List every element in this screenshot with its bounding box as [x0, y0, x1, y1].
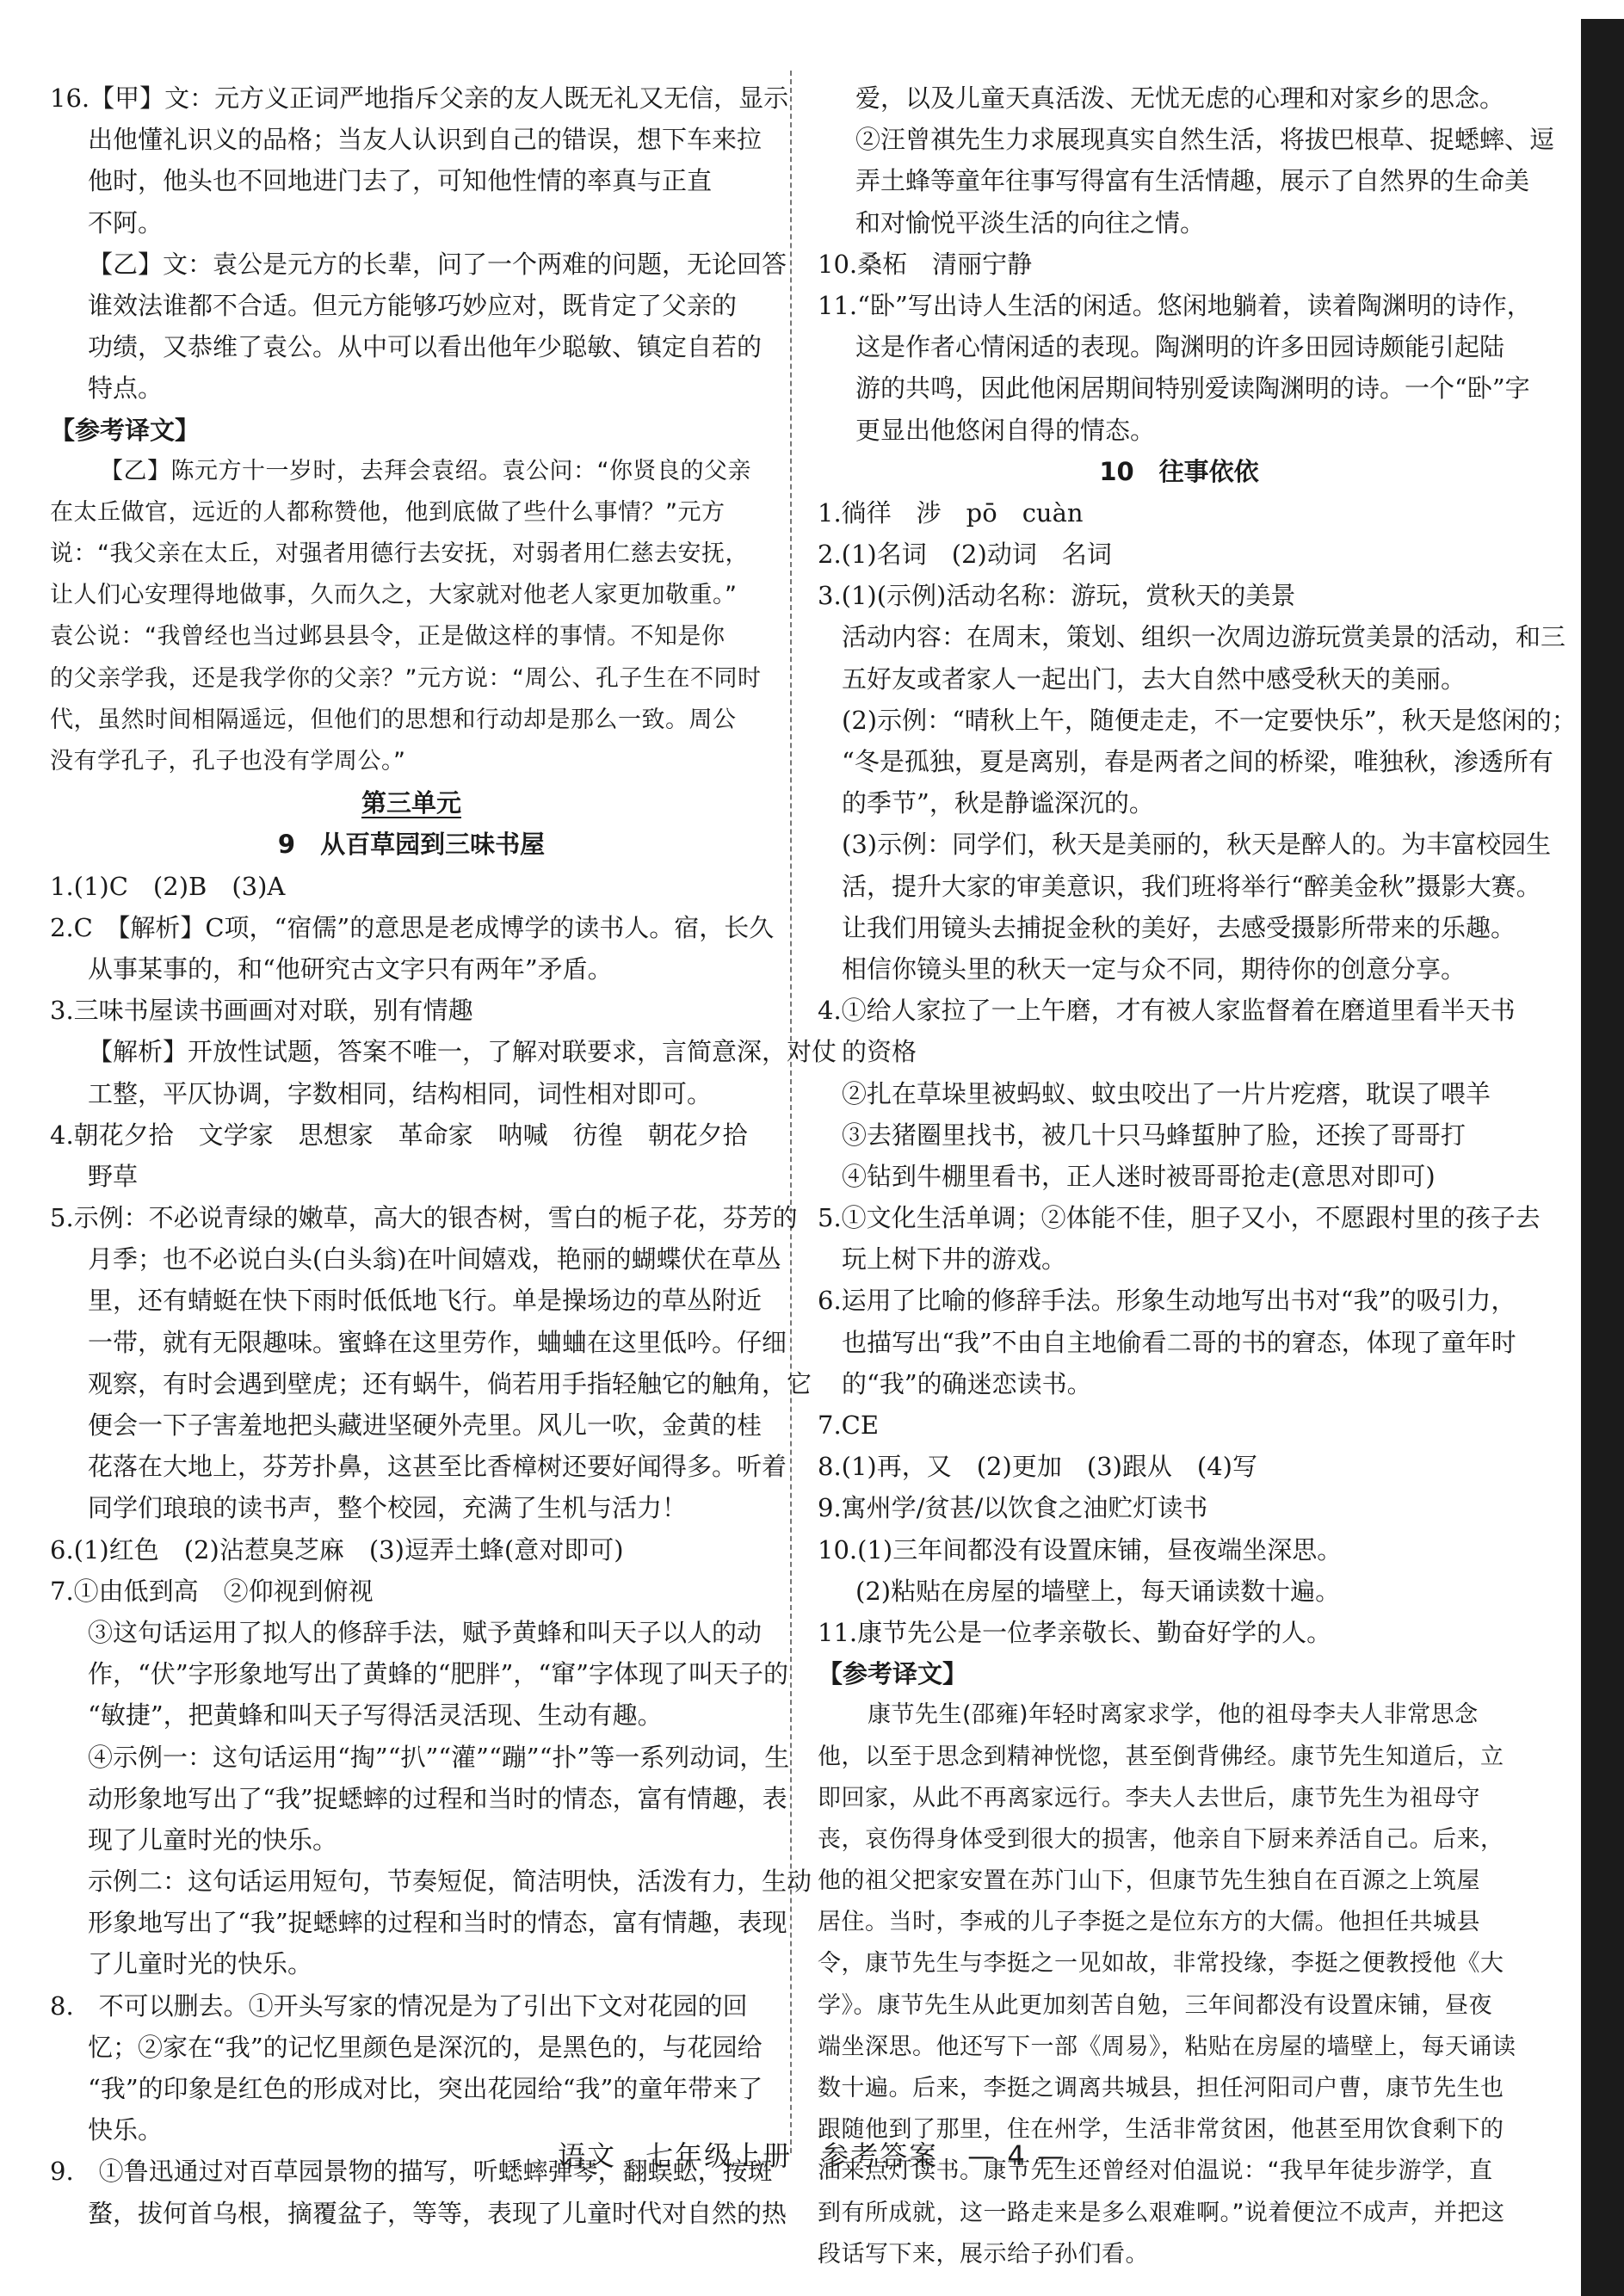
section-caption: 【参考译文】	[818, 1659, 968, 1689]
answer-line: (2)粘贴在房屋的墙壁上，每天诵读数十遍。	[855, 1576, 1341, 1606]
translation-line: 段话写下来，展示给子孙们看。	[818, 2240, 1149, 2268]
answer-line: 9.寓州学/贫甚/以饮食之油贮灯读书	[818, 1493, 1208, 1523]
answer-line: 4.朝花夕拾 文学家 思想家 革命家 呐喊 彷徨 朝花夕拾	[50, 1120, 748, 1150]
answer-line: 观察，有时会遇到壁虎；还有蜗牛，倘若用手指轻触它的触角，它	[88, 1368, 812, 1398]
answer-line: 作，“伏”字形象地写出了黄蜂的“肥胖”，“窜”字体现了叫天子的	[88, 1659, 788, 1689]
answer-line: 10.桑柘 清丽宁静	[818, 249, 1033, 279]
answer-line: 不阿。	[88, 207, 164, 238]
answer-line: 6.(1)红色 (2)沾惹臭芝麻 (3)逗弄土蜂(意对即可)	[50, 1534, 624, 1565]
answer-line: 同学们琅琅的读书声，整个校园，充满了生机与活力！	[88, 1493, 688, 1523]
answer-line: 活动内容：在周末，策划、组织一次周边游玩赏美景的活动，和三	[842, 622, 1566, 652]
answer-line: 玩上树下井的游戏。	[842, 1244, 1067, 1275]
translation-line: 的父亲学我，还是我学你的父亲？”元方说：“周公、孔子生在不同时	[50, 664, 762, 692]
right-column	[818, 77, 1577, 2275]
answer-line: 5.①文化生活单调；②体能不佳，胆子又小，不愿跟村里的孩子去	[818, 1203, 1541, 1233]
lesson-title: 10 往事依依	[1099, 456, 1259, 486]
answer-line: 也描写出“我”不由自主地偷看二哥的书的窘态，体现了童年时	[842, 1327, 1516, 1357]
answer-line: 五好友或者家人一起出门，去大自然中感受秋天的美丽。	[842, 663, 1467, 694]
answer-line: 8. 不可以删去。①开头写家的情况是为了引出下文对花园的回	[50, 1990, 748, 2021]
answer-line: 快乐。	[88, 2115, 164, 2145]
answer-line: 1.徜徉 涉 pō cuàn	[818, 497, 1084, 528]
answer-line: 9. ①鲁迅通过对百草园景物的描写，听蟋蟀弹琴，翻蜈蚣，按斑	[50, 2157, 773, 2187]
answer-line: ②汪曾祺先生力求展现真实自然生活，将拔巴根草、捉蟋蟀、逗	[855, 125, 1555, 155]
answer-line: (3)示例：同学们，秋天是美丽的，秋天是醉人的。为丰富校园生	[842, 830, 1552, 860]
answer-line: 的“我”的确迷恋读书。	[842, 1368, 1092, 1398]
answer-line: 1.(1)C (2)B (3)A	[50, 871, 286, 901]
translation-line: 到有所成就，这一路走来是多么艰难啊。”说着便泣不成声，并把这	[818, 2199, 1505, 2226]
translation-line: 跟随他到了那里，住在州学，生活非常贫困，他甚至用饮食剩下的	[818, 2116, 1504, 2144]
answer-line: 10.(1)三年间都没有设置床铺，昼夜端坐深思。	[818, 1534, 1343, 1565]
answer-line: 月季；也不必说白头(白头翁)在叶间嬉戏，艳丽的蝴蝶伏在草丛	[88, 1244, 781, 1275]
answer-line: 6.运用了比喻的修辞手法。形象生动地写出书对“我”的吸引力，	[818, 1286, 1516, 1316]
translation-line: 代，虽然时间相隔遥远，但他们的思想和行动却是那么一致。周公	[50, 706, 737, 733]
answer-line: 蝥，拔何首乌根，摘覆盆子，等等，表现了儿童时代对自然的热	[88, 2198, 787, 2228]
translation-line: 袁公说：“我曾经也当过邺县县令，正是做这样的事情。不知是你	[50, 623, 726, 651]
answer-line: 现了儿童时光的快乐。	[88, 1824, 338, 1855]
answer-line: 弄土蜂等童年往事写得富有生活情趣，展示了自然界的生命美	[855, 166, 1530, 196]
translation-line: 端坐深思。他还写下一部《周易》，粘贴在房屋的墙壁上，每天诵读	[818, 2033, 1516, 2060]
answer-line: 动形象地写出了“我”捉蟋蟀的过程和当时的情态，富有情趣，表	[88, 1783, 787, 1813]
translation-line: 没有学孔子，孔子也没有学周公。”	[50, 748, 406, 775]
answer-line: 花落在大地上，芬芳扑鼻，这甚至比香樟树还要好闻得多。听着	[88, 1452, 787, 1482]
translation-line: 【乙】陈元方十一岁时，去拜会袁绍。袁公问：“你贤良的父亲	[100, 457, 751, 485]
translation-line: 即回家，从此不再离家远行。李夫人去世后，康节先生为祖母守	[818, 1784, 1480, 1811]
answer-line: 和对愉悦平淡生活的向往之情。	[855, 207, 1206, 238]
answer-line: 5.示例：不必说青绿的嫩草，高大的银杏树，雪白的栀子花，芬芳的	[50, 1203, 798, 1233]
translation-line: 数十遍。后来，李挺之调离共城县，担任河阳司户曹，康节先生也	[818, 2075, 1504, 2102]
translation-line: 令，康节先生与李挺之一见如故，非常投缘，李挺之便教授他《大	[818, 1950, 1504, 1978]
answer-line: 一带，就有无限趣味。蜜蜂在这里劳作，蛐蛐在这里低吟。仔细	[88, 1327, 787, 1357]
answer-line: 更显出他悠闲自得的情态。	[855, 415, 1156, 445]
translation-line: 说：“我父亲在太丘，对强者用德行去安抚，对弱者用仁慈去安抚，	[50, 540, 749, 568]
answer-line: 活，提升大家的审美意识，我们班将举行“醉美金秋”摄影大赛。	[842, 871, 1541, 901]
answer-line: 这是作者心情闲适的表现。陶渊明的许多田园诗颇能引起陆	[855, 332, 1505, 362]
answer-line: 工整，平仄协调，字数相同，结构相同，词性相对即可。	[88, 1078, 713, 1108]
answer-line: 出他懂礼识义的品格；当友人认识到自己的错误，想下车来拉	[88, 125, 763, 155]
answer-line: 2.C 【解析】C项，“宿儒”的意思是老成博学的读书人。宿，长久	[50, 912, 775, 942]
answer-line: 功绩，又恭维了袁公。从中可以看出他年少聪敏、镇定自若的	[88, 332, 763, 362]
answer-line: 谁效法谁都不合适。但元方能够巧妙应对，既肯定了父亲的	[88, 290, 738, 320]
answer-line: (2)示例：“晴秋上午，随便走走，不一定要快乐”，秋天是悠闲的；	[842, 705, 1577, 735]
answer-line: ③去猪圈里找书，被几十只马蜂蜇肿了脸，还挨了哥哥打	[842, 1120, 1467, 1150]
answer-line: 了儿童时光的快乐。	[88, 1949, 313, 1979]
translation-line: 丧，哀伤得身体受到很大的损害，他亲自下厨来养活自己。后来，	[818, 1825, 1504, 1853]
page-footer: 语文 七年级上册 参考答案 — 4 —	[558, 2139, 1066, 2172]
answer-line: 7.CE	[818, 1410, 880, 1440]
answer-line: 16.【甲】文：元方义正词严地指斥父亲的友人既无礼又无信，显示	[50, 83, 789, 113]
answer-line: 4.①给人家拉了一上午磨，才有被人家监督着在磨道里看半天书	[818, 996, 1516, 1026]
answer-line: 相信你镜头里的秋天一定与众不同，期待你的创意分享。	[842, 954, 1467, 984]
translation-line: 油来点灯读书。康节先生还曾经对伯温说：“我早年徒步游学，直	[818, 2157, 1493, 2185]
answer-line: ③这句话运用了拟人的修辞手法，赋予黄蜂和叫天子以人的动	[88, 1617, 763, 1647]
answer-line: 便会一下子害羞地把头藏进坚硬外壳里。风儿一吹，金黄的桂	[88, 1410, 763, 1440]
answer-line: 特点。	[88, 373, 164, 404]
answer-line: 【乙】文：袁公是元方的长辈，问了一个两难的问题，无论回答	[88, 249, 787, 279]
translation-line: 他的祖父把家安置在苏门山下，但康节先生独自在百源之上筑屋	[818, 1867, 1480, 1895]
lesson-title: 9 从百草园到三味书屋	[277, 830, 546, 860]
answer-line: “敏捷”，把黄蜂和叫天子写得活灵活现、生动有趣。	[88, 1700, 663, 1731]
answer-line: 形象地写出了“我”捉蟋蟀的过程和当时的情态，富有情趣，表现	[88, 1908, 787, 1938]
answer-line: 示例二：这句话运用短句，节奏短促，简洁明快，活泼有力，生动	[88, 1867, 812, 1897]
answer-line: 爱，以及儿童天真活泼、无忧无虑的心理和对家乡的思念。	[855, 83, 1505, 113]
page-edge-strip	[1581, 19, 1624, 2296]
column-divider	[790, 71, 792, 2153]
answer-line: “我”的印象是红色的形成对比，突出花园给“我”的童年带来了	[88, 2074, 763, 2103]
unit-title-text: 第三单元	[361, 788, 461, 818]
answer-line: 里，还有蜻蜓在快下雨时低低地飞行。单是操场边的草丛附近	[88, 1286, 763, 1316]
unit-title	[50, 782, 773, 824]
translation-line: 他，以至于思念到精神恍惚，甚至倒背佛经。康节先生知道后，立	[818, 1743, 1504, 1770]
translation-line: 学》。康节先生从此更加刻苦自勉，三年间都没有设置床铺，昼夜	[818, 1991, 1492, 2019]
answer-line: 的资格	[842, 1037, 917, 1067]
answer-line: 【解析】开放性试题，答案不唯一，了解对联要求，言简意深，对仗	[88, 1037, 837, 1067]
section-caption: 【参考译文】	[50, 415, 201, 445]
answer-line: ④钻到牛棚里看书，正人迷时被哥哥抢走(意思对即可)	[842, 1161, 1436, 1191]
answer-line: 8.(1)再，又 (2)更加 (3)跟从 (4)写	[818, 1452, 1257, 1482]
answer-line: 从事某事的，和“他研究古文字只有两年”矛盾。	[88, 954, 613, 984]
answer-line: 3.(1)(示例)活动名称：游玩，赏秋天的美景	[818, 581, 1296, 611]
answer-line: 3.三味书屋读书画画对对联，别有情趣	[50, 996, 473, 1026]
answer-line: 11.“卧”写出诗人生活的闲适。悠闲地躺着，读着陶渊明的诗作，	[818, 290, 1532, 320]
answer-line: 的季节”，秋是静谧深沉的。	[842, 788, 1154, 818]
translation-line: 让人们心安理得地做事，久而久之，大家就对他老人家更加敬重。”	[50, 582, 738, 609]
answer-line: ④示例一：这句话运用“掏”“扒”“灌”“蹦”“扑”等一系列动词，生	[88, 1742, 790, 1772]
answer-line: 7.①由低到高 ②仰视到俯视	[50, 1576, 374, 1606]
answer-line: 11.康节先公是一位孝亲敬长、勤奋好学的人。	[818, 1617, 1332, 1647]
answer-line: 2.(1)名词 (2)动词 名词	[818, 540, 1112, 570]
answer-line: 野草	[88, 1161, 139, 1191]
translation-line: 在太丘做官，远近的人都称赞他，他到底做了些什么事情？”元方	[50, 498, 726, 526]
answer-line: 他时，他头也不回地进门去了，可知他性情的率真与正直	[88, 166, 713, 196]
translation-line: 居住。当时，李戒的儿子李挺之是位东方的大儒。他担任共城县	[818, 1909, 1480, 1936]
answer-line: “冬是孤独，夏是离别，春是两者之间的桥梁，唯独秋，渗透所有	[842, 747, 1553, 776]
answer-line: 让我们用镜头去捕捉金秋的美好，去感受摄影所带来的乐趣。	[842, 912, 1516, 942]
answer-line: 游的共鸣，因此他闲居期间特别爱读陶渊明的诗。一个“卧”字	[855, 373, 1530, 404]
translation-line: 康节先生(邵雍)年轻时离家求学，他的祖母李夫人非常思念	[868, 1701, 1479, 1729]
answer-line: 忆；②家在“我”的记忆里颜色是深沉的，是黑色的，与花园给	[88, 2032, 763, 2062]
answer-line: ②扎在草垛里被蚂蚁、蚊虫咬出了一片片疙瘩，耽误了喂羊	[842, 1078, 1491, 1108]
